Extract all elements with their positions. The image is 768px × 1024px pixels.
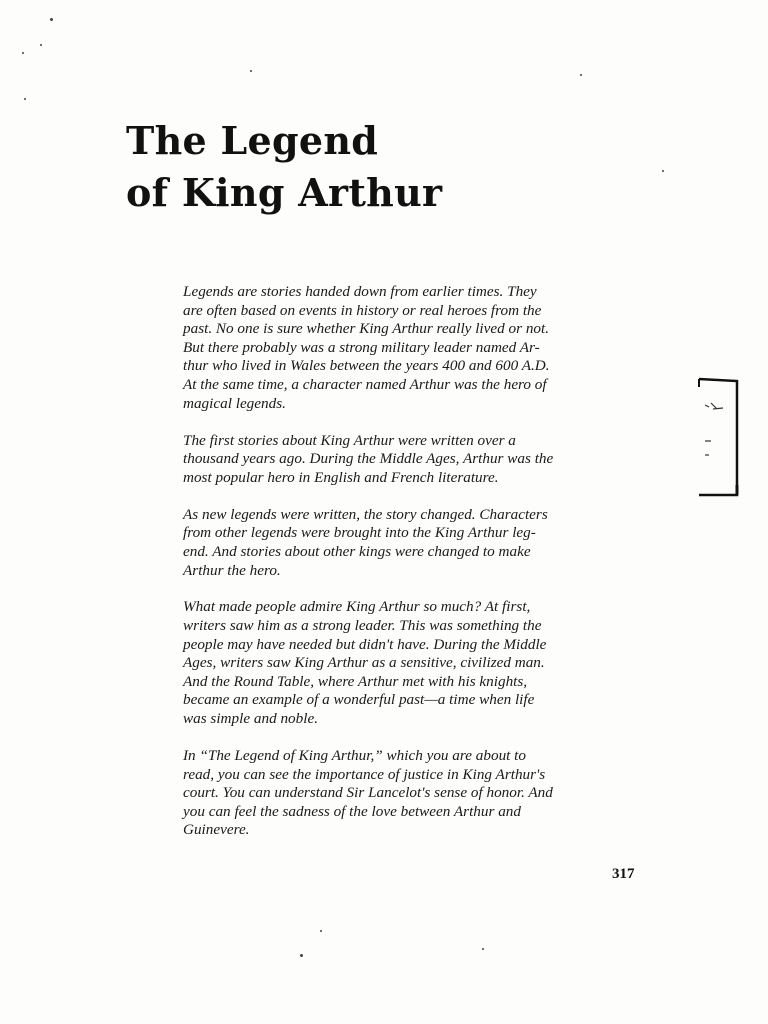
- text-line: The first stories about King Arthur were written over a: [183, 431, 516, 449]
- paragraph-about-to-read: [183, 747, 603, 840]
- text-line: thousand years ago. During the Middle Ages, Arthur was the: [183, 450, 554, 468]
- text-line: Legends are stories handed down from earlier times. They: [183, 283, 537, 300]
- scan-speck: [482, 948, 484, 950]
- intro-text: [183, 283, 603, 858]
- text-line: was simple and noble.: [183, 710, 318, 728]
- paragraph-first-stories: [183, 432, 603, 488]
- page-title: [126, 115, 442, 219]
- text-line: What made people admire King Arthur so much? At first,: [183, 598, 531, 616]
- paragraph-story-changed: [183, 506, 603, 580]
- scan-speck: [580, 74, 582, 76]
- scan-speck: [250, 70, 252, 72]
- title-line: of King Arthur: [126, 170, 443, 215]
- text-line: writers saw him as a strong leader. This was something the: [183, 617, 542, 635]
- text-line: Arthur the hero.: [183, 561, 281, 579]
- text-line: are often based on events in history or real heroes from the: [183, 301, 542, 319]
- page-number: 317: [612, 866, 635, 882]
- paragraph-legends: [183, 283, 603, 413]
- text-line: from other legends were brought into the King Arthur leg-: [183, 524, 536, 542]
- text-line: thur who lived in Wales between the years 400 and 600 A.D.: [183, 357, 550, 375]
- text-line: Guinevere.: [183, 821, 250, 839]
- text-line: magical legends.: [183, 394, 286, 412]
- text-line: people may have needed but didn't have. During the Middle: [183, 635, 547, 653]
- text-line: past. No one is sure whether King Arthur really lived or not.: [183, 320, 550, 338]
- title-line: The Legend: [126, 118, 379, 163]
- text-line: But there probably was a strong military leader named Ar-: [183, 338, 540, 356]
- text-line: As new legends were written, the story changed. Characters: [183, 505, 548, 523]
- scan-speck: [662, 170, 664, 172]
- text-line: most popular hero in English and French literature.: [183, 468, 499, 486]
- text-line: In “The Legend of King Arthur,” which you are about to: [183, 747, 526, 765]
- text-line: court. You can understand Sir Lancelot's sense of honor. And: [183, 784, 553, 802]
- text-line: At the same time, a character named Arthur was the hero of: [183, 375, 547, 393]
- scan-speck: [24, 98, 26, 100]
- scan-speck: [40, 44, 42, 46]
- paragraph-admire: [183, 598, 603, 728]
- scan-speck: [22, 52, 24, 54]
- text-line: And the Round Table, where Arthur met with his knights,: [183, 672, 528, 690]
- text-line: read, you can see the importance of justice in King Arthur's: [183, 765, 546, 783]
- scan-speck: [320, 930, 322, 932]
- text-line: you can feel the sadness of the love between Arthur and: [183, 802, 521, 820]
- text-line: Ages, writers saw King Arthur as a sensitive, civilized man.: [183, 654, 545, 672]
- scan-speck: [50, 18, 53, 21]
- text-line: end. And stories about other kings were changed to make: [183, 542, 531, 560]
- margin-tab-mark: [697, 377, 739, 497]
- scan-speck: [300, 954, 303, 957]
- text-line: became an example of a wonderful past—a time when life: [183, 691, 535, 709]
